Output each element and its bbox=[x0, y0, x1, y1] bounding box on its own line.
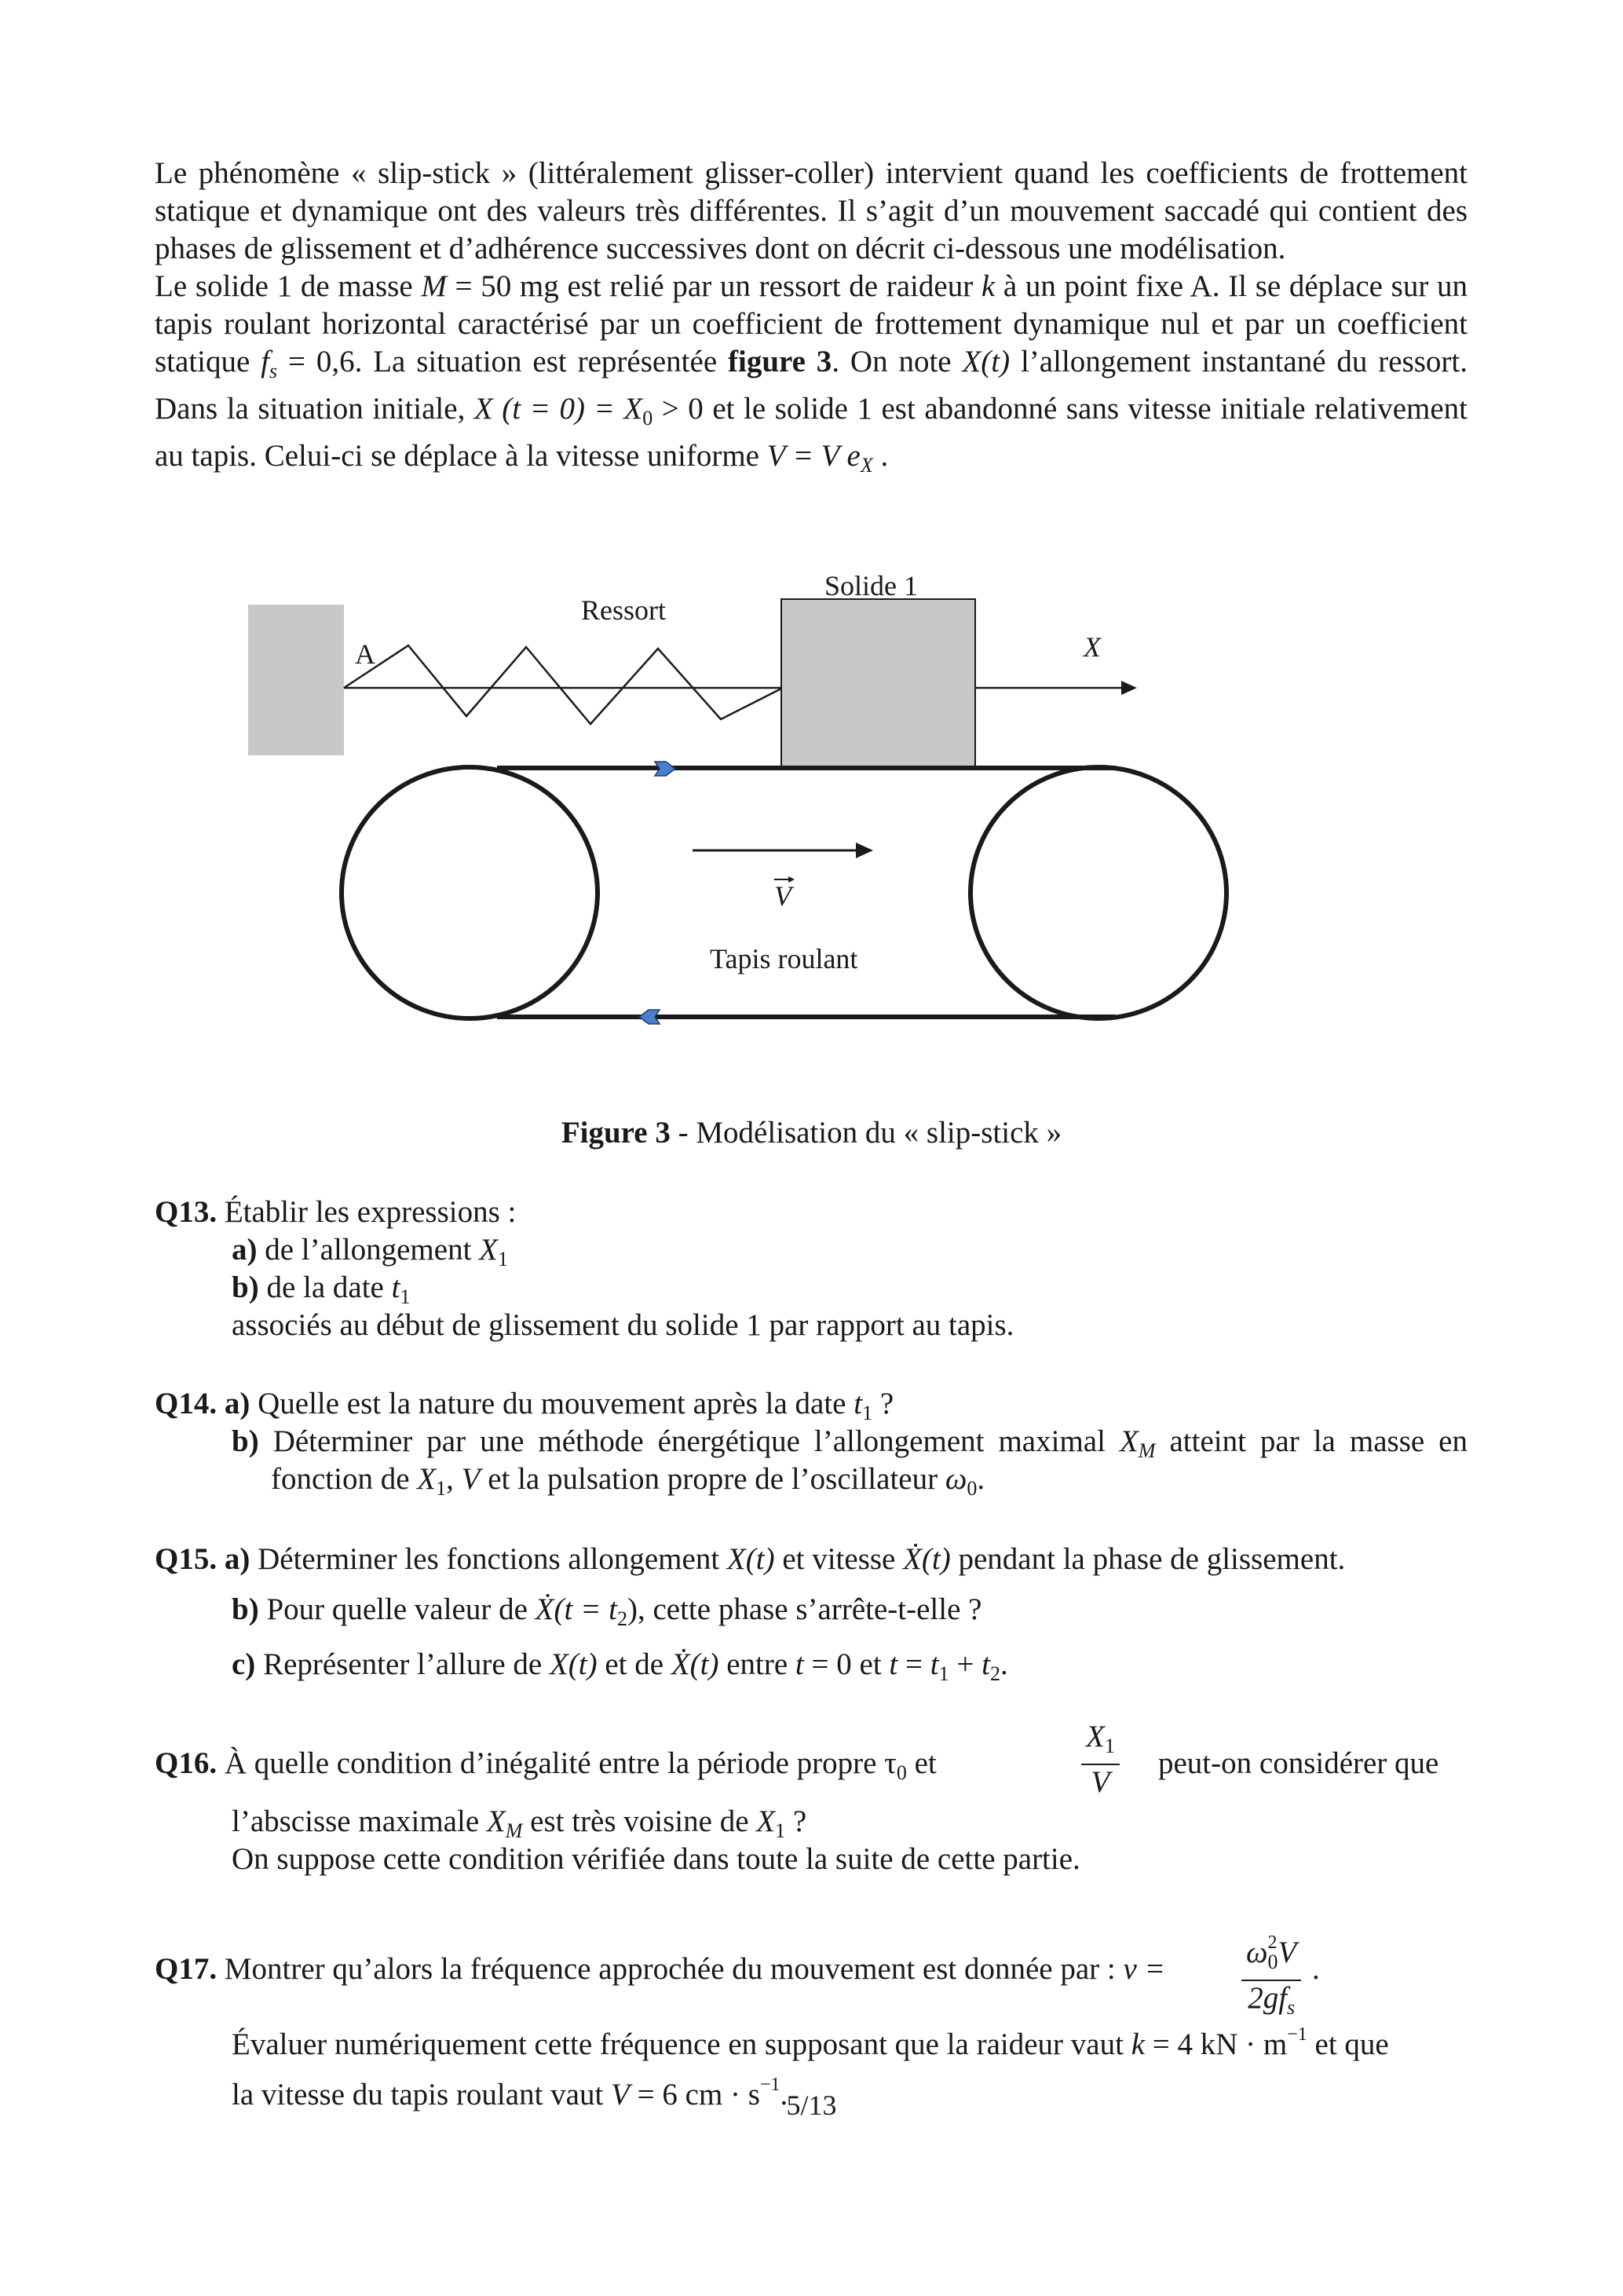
intro-paragraph-1: Le phénomène « slip-stick » (littéralement glisser-coller) intervient quand les coefficients de frottement statique et dynamique ont des valeurs très différentes. Il s’agit d’un mouvement saccadé qui contient des phases de glissement et d’adhérence successives dont on décrit ci-dessous une modélisation. bbox=[155, 156, 1468, 265]
figure-3-diagram bbox=[0, 550, 1623, 1052]
label-a: A bbox=[355, 638, 375, 670]
right-roller bbox=[971, 767, 1226, 1018]
figure-caption: Figure 3 - Modélisation du « slip-stick » bbox=[561, 1116, 1062, 1150]
spring bbox=[344, 645, 781, 724]
label-x: X bbox=[1084, 631, 1101, 663]
x-axis-arrowhead bbox=[1121, 681, 1137, 695]
page-number: 5/13 bbox=[786, 2089, 837, 2121]
page: Le phénomène « slip-stick » (littéralement glisser-coller) intervient quand les coefficients de frottement statique et dynamique ont des valeurs très différentes. Il s’agit d’un mouvement saccadé qui contient des phases de glissement et d’adhérence successives dont on décrit ci-dessous une modélisation. Le solide 1 de masse M = 50 mg est relié par un ressort de raideur k à un point fixe A. Il se déplace sur un tapis roulant horizontal caractérisé par un coefficient de frottement dynamique nul et par un coefficient statique $f_s = 0,6$. La situation est représentée figure 3. On note X(t) l’allongement instantané du ressort. Dans la situation initiale, X $(t = 0) = X_0 > 0$ et le solide 1 est abandonné sans vitesse initiale relativement au tapis. Celui-ci se déplace à la vitesse uniforme V = V $e_X$ . Ressort Solide 1 A X V Tapis roulant Figure 3 - Modélisation du « slip-stick » Q13. Établir les expressions : a) de l’allongement $X_1$ b) de la date $t_1$ associés au début de glissement du solide 1 par rapport au tapis. Q14. a) Quelle est la nature du mouvement après la date $t_1$ ? b) Déterminer par une méthode énergétique l’allongement maximal $X_M$ atteint par la masse en fonction de $X_1$, V et la pulsation propre de l’oscillateur $\omega_0$. Q15. a) Déterminer les fonctions allongement X(t) et vitesse Ẋ(t) pendant la phase de glissement. b) Pour quelle valeur de Ẋ(t = $t_2$), cette phase s’arrête-t-elle ? c) Représenter l’allure de X(t) et de Ẋ(t) entre t = 0 et $t = t_1 + t_2$. Q16. À quelle condition d’inégalité entre la période propre $\tau_0$ et $\frac{X_1}{V}$ peut-on considérer que l’abscisse maximale $X_M$ est très voisine de $X_1$ ? On suppose cette condition vérifiée dans toute la suite de cette partie. Q17. Montrer qu’alors la fréquence approchée du mouvement est donnée par : ν = $\frac{\omega^2_0V}{2gf_s}$ . Évaluer numériquement cette fréquence en supposant que la raideur vaut k = 4 kN · $m^{-1}$ et que la vitesse du tapis roulant vaut V = 6 cm · $s^{-1}$. 5/13 bbox=[0, 0, 1623, 2296]
solid-1-block bbox=[781, 599, 975, 766]
label-v: V bbox=[774, 880, 791, 912]
intro-text bbox=[155, 155, 1468, 484]
label-tapis-roulant: Tapis roulant bbox=[710, 943, 858, 974]
velocity-arrowhead bbox=[856, 843, 873, 858]
label-ressort: Ressort bbox=[581, 594, 666, 626]
intro-paragraph-2: Le solide 1 de masse M = 50 mg est relié par un ressort de raideur k à un point fixe A. Il se déplace sur un tapis roulant horizontal caractérisé par un coefficient de frottement dynamique nul et par un coefficient statique $f_s = 0,6$. La situation est représentée figure 3. On note X(t) l’allongement instantané du ressort. Dans la situation initiale, X $(t = 0) = X_0 > 0$ et le solide 1 est abandonné sans vitesse initiale relativement au tapis. Celui-ci se déplace à la vitesse uniforme V = V $e_X$ . bbox=[155, 269, 1468, 477]
fixed-wall-block bbox=[248, 605, 344, 755]
label-solide-1: Solide 1 bbox=[824, 570, 919, 601]
frequency-fraction: $\frac{\omega^2_0V}{2gf_s}$ bbox=[1241, 1925, 1301, 2025]
fraction-x1-over-v: $\frac{X_1}{V}$ bbox=[1081, 1720, 1120, 1800]
left-roller bbox=[342, 767, 598, 1018]
